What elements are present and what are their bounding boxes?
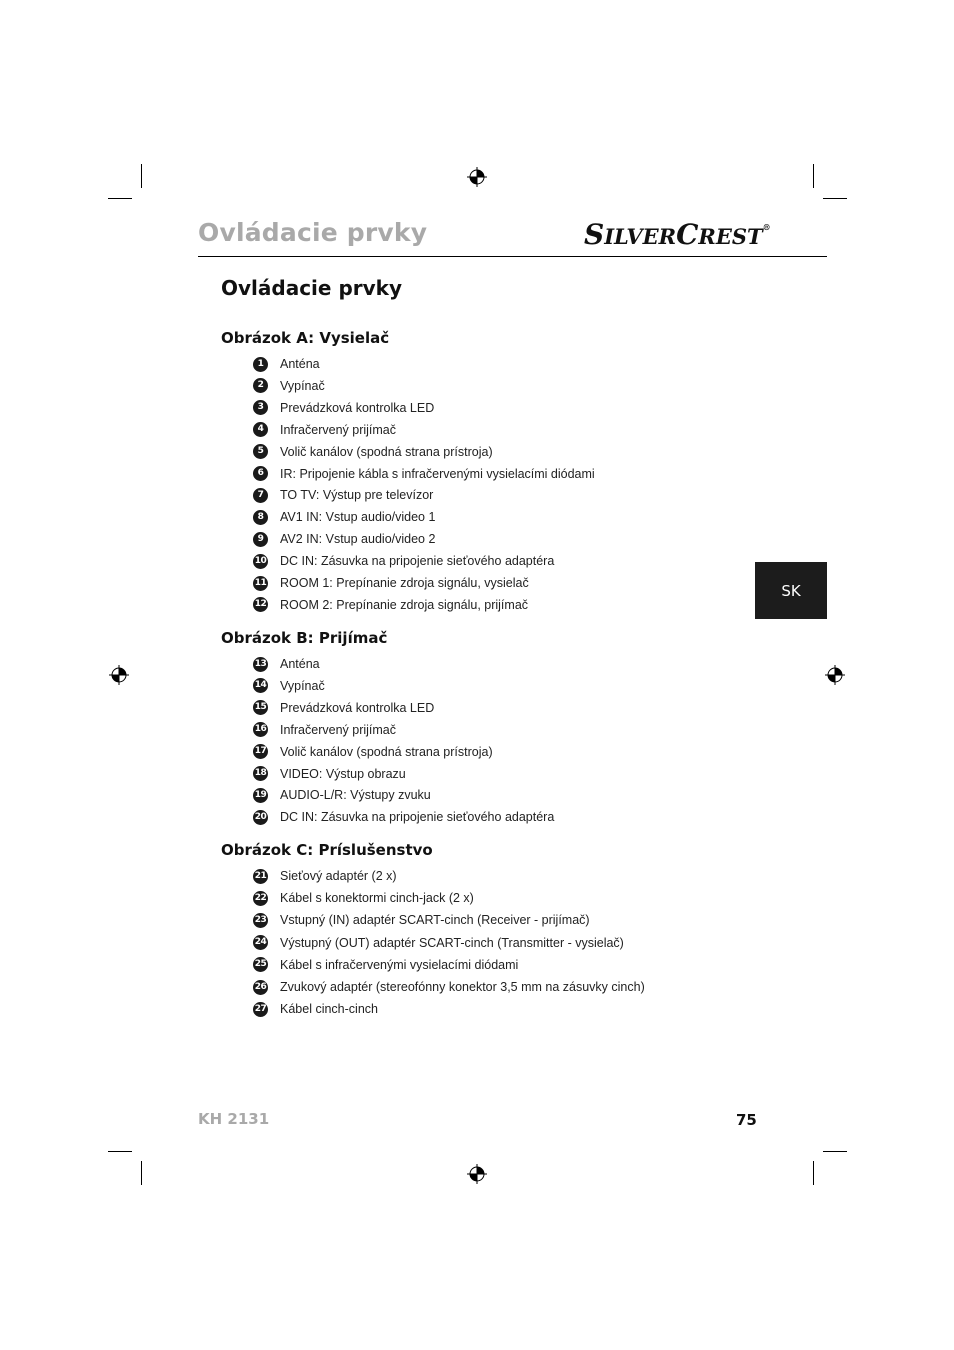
crop-mark	[813, 1161, 814, 1185]
brand-logo-part: REST	[698, 224, 763, 249]
list-item	[253, 743, 493, 761]
page-number: 75	[736, 1111, 757, 1129]
item-number-badge: 11	[253, 576, 268, 591]
brand-logo-part: C	[676, 218, 699, 251]
list-item	[253, 530, 435, 548]
item-number-badge: 27	[253, 1002, 268, 1017]
list-item	[253, 677, 325, 695]
item-label: Kábel cinch-cinch	[280, 1002, 378, 1017]
item-number-badge: 23	[253, 913, 268, 928]
list-item	[253, 699, 434, 717]
model-number: KH 2131	[198, 1110, 270, 1128]
list-item	[253, 1000, 378, 1018]
header-title: Ovládacie prvky	[198, 218, 428, 247]
item-label: Vypínač	[280, 678, 325, 693]
item-number-badge: 15	[253, 700, 268, 715]
item-number-badge: 25	[253, 957, 268, 972]
item-label: IR: Pripojenie kábla s infračervenými vysielacími diódami	[280, 466, 595, 481]
item-number-badge: 5	[253, 444, 268, 459]
list-item	[253, 765, 406, 783]
list-item	[253, 956, 518, 974]
list-item	[253, 889, 474, 907]
list-item	[253, 443, 493, 461]
item-number-badge: 24	[253, 935, 268, 950]
item-number-badge: 20	[253, 810, 268, 825]
item-number-badge: 6	[253, 466, 268, 481]
item-label: Volič kanálov (spodná strana prístroja)	[280, 444, 493, 459]
item-label: Infračervený prijímač	[280, 422, 397, 437]
list-item	[253, 421, 396, 439]
list-item	[253, 786, 431, 804]
item-number-badge: 19	[253, 788, 268, 803]
list-item	[253, 552, 554, 570]
item-label: AV2 IN: Vstup audio/video 2	[280, 532, 436, 547]
item-number-badge: 14	[253, 678, 268, 693]
item-label: Vypínač	[280, 378, 325, 393]
item-label: Kábel s infračervenými vysielacími diódami	[280, 957, 519, 972]
item-label: ROOM 1: Prepínanie zdroja signálu, vysielač	[280, 576, 529, 590]
item-label: Prevádzková kontrolka LED	[280, 700, 435, 715]
item-label: Prevádzková kontrolka LED	[280, 400, 435, 415]
item-number-badge: 12	[253, 597, 268, 612]
language-tab: SK	[755, 562, 827, 619]
crop-mark	[823, 1151, 847, 1152]
item-label: DC IN: Zásuvka na pripojenie sieťového adaptéra	[280, 810, 555, 825]
list-item	[253, 808, 554, 826]
item-number-badge: 7	[253, 488, 268, 503]
item-number-badge: 16	[253, 722, 268, 737]
item-label: Výstupný (OUT) adaptér SCART-cinch (Transmitter - vysielač)	[280, 935, 624, 950]
registration-mark-icon	[467, 167, 487, 187]
item-label: AV1 IN: Vstup audio/video 1	[280, 510, 436, 525]
item-label: ROOM 2: Prepínanie zdroja signálu, prijímač	[280, 597, 529, 612]
list-item	[253, 655, 320, 673]
item-label: VIDEO: Výstup obrazu	[280, 766, 406, 781]
crop-mark	[823, 198, 847, 199]
list-item	[253, 465, 595, 483]
item-label: Zvukový adaptér (stereofónny konektor 3,5 mm na zásuvky cinch)	[280, 980, 645, 994]
item-number-badge: 1	[253, 357, 268, 372]
item-number-badge: 18	[253, 766, 268, 781]
item-label: Volič kanálov (spodná strana prístroja)	[280, 744, 493, 759]
crop-mark	[108, 1151, 132, 1152]
item-label: DC IN: Zásuvka na pripojenie sieťového adaptéra	[280, 554, 555, 569]
registered-mark: ®	[762, 222, 771, 232]
list-item	[253, 911, 590, 929]
item-number-badge: 3	[253, 400, 268, 415]
item-number-badge: 4	[253, 422, 268, 437]
item-label: Vstupný (IN) adaptér SCART-cinch (Receiver - prijímač)	[280, 913, 590, 928]
list-item	[253, 721, 396, 739]
list-item	[253, 934, 624, 952]
item-label: Infračervený prijímač	[280, 722, 397, 737]
section-title-transmitter: Obrázok A: Vysielač	[221, 329, 390, 347]
header-divider	[198, 256, 827, 257]
section-title-accessories: Obrázok C: Príslušenstvo	[221, 841, 433, 859]
list-item	[253, 978, 645, 996]
list-item	[253, 377, 325, 395]
registration-mark-icon	[825, 665, 845, 685]
list-item	[253, 486, 433, 504]
item-number-badge: 2	[253, 378, 268, 393]
crop-mark	[141, 164, 142, 188]
item-number-badge: 22	[253, 891, 268, 906]
item-number-badge: 17	[253, 744, 268, 759]
item-number-badge: 10	[253, 554, 268, 569]
list-item	[253, 355, 320, 373]
brand-logo-part: ILVER	[604, 224, 677, 249]
crop-mark	[108, 198, 132, 199]
item-label: Anténa	[280, 657, 320, 671]
item-number-badge: 13	[253, 657, 268, 672]
list-item	[253, 508, 435, 526]
item-label: Anténa	[280, 357, 320, 371]
registration-mark-icon	[467, 1164, 487, 1184]
brand-logo	[584, 218, 771, 251]
item-label: TO TV: Výstup pre televízor	[280, 488, 434, 503]
page-title: Ovládacie prvky	[221, 276, 402, 300]
registration-mark-icon	[109, 665, 129, 685]
crop-mark	[813, 164, 814, 188]
item-label: Sieťový adaptér (2 x)	[280, 869, 397, 883]
item-label: AUDIO-L/R: Výstupy zvuku	[280, 788, 431, 803]
item-number-badge: 26	[253, 980, 268, 995]
item-number-badge: 9	[253, 532, 268, 547]
item-label: Kábel s konektormi cinch-jack (2 x)	[280, 891, 474, 906]
item-number-badge: 21	[253, 869, 268, 884]
section-title-receiver: Obrázok B: Prijímač	[221, 629, 388, 647]
item-number-badge: 8	[253, 510, 268, 525]
list-item	[253, 574, 529, 592]
crop-mark	[141, 1161, 142, 1185]
list-item	[253, 399, 434, 417]
list-item	[253, 596, 528, 614]
brand-logo-part: S	[584, 218, 605, 251]
list-item	[253, 867, 397, 885]
